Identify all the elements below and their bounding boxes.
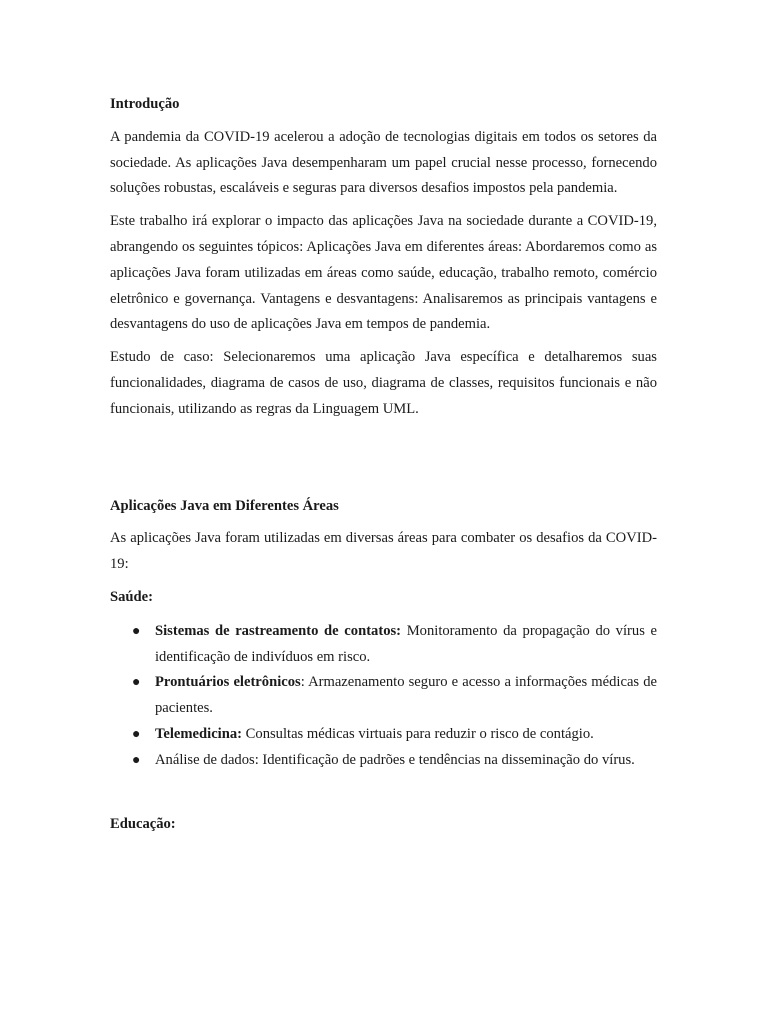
list-item-text: Análise de dados: Identificação de padrões e tendências na disseminação do vírus. <box>155 751 635 768</box>
areas-heading: Aplicações Java em Diferentes Áreas <box>110 497 339 514</box>
intro-paragraph-2: Este trabalho irá explorar o impacto das aplicações Java na sociedade durante a COVID-19, abrangendo os seguintes tópicos: Aplicações Java em diferentes áreas: Abordaremos como as aplicações Java foram utilizadas em áreas como saúde, educação, trabalho remoto, comércio eletrônico e governança. Vantagens e desvantagens: Analisaremos as principais vantagens e desvantagens do uso de aplicações Java em tempos de pandemia. <box>110 213 657 333</box>
intro-paragraph-3: Estudo de caso: Selecionaremos uma aplicação Java específica e detalharemos suas funcionalidades, diagrama de casos de uso, diagrama de classes, requisitos funcionais e não funcionais, utilizando as regras da Linguagem UML. <box>110 349 657 417</box>
saude-heading: Saúde: <box>110 588 153 605</box>
saude-list <box>110 619 657 774</box>
bullet-icon: ● <box>132 675 141 691</box>
bullet-icon: ● <box>132 726 141 742</box>
document-page <box>110 92 657 837</box>
intro-paragraph-1: A pandemia da COVID-19 acelerou a adoção de tecnologias digitais em todos os setores da sociedade. As aplicações Java desempenharam um papel crucial nesse processo, fornecendo soluções robustas, escaláveis e seguras para diversos desafios impostos pela pandemia. <box>110 128 657 197</box>
list-item <box>110 619 657 671</box>
areas-section <box>110 494 657 838</box>
intro-heading: Introdução <box>110 96 180 112</box>
list-item <box>110 670 657 722</box>
educacao-heading: Educação: <box>110 815 176 832</box>
bullet-icon: ● <box>132 752 141 768</box>
list-item <box>110 748 657 774</box>
bullet-icon: ● <box>132 623 141 639</box>
list-item-bold: Prontuários eletrônicos <box>155 674 301 691</box>
list-item-text: Consultas médicas virtuais para reduzir o risco de contágio. <box>242 725 594 742</box>
list-item-bold: Sistemas de rastreamento de contatos: <box>155 622 402 639</box>
list-item-bold: Telemedicina: <box>155 725 243 742</box>
list-item-text: : Armazenamento seguro e acesso a informações médicas de pacientes. <box>155 674 657 717</box>
list-item-text: Monitoramento da propagação do vírus e identificação de indivíduos em risco. <box>155 622 657 665</box>
list-item <box>110 722 657 748</box>
areas-paragraph: As aplicações Java foram utilizadas em diversas áreas para combater os desafios da COVID-19: <box>110 530 657 573</box>
